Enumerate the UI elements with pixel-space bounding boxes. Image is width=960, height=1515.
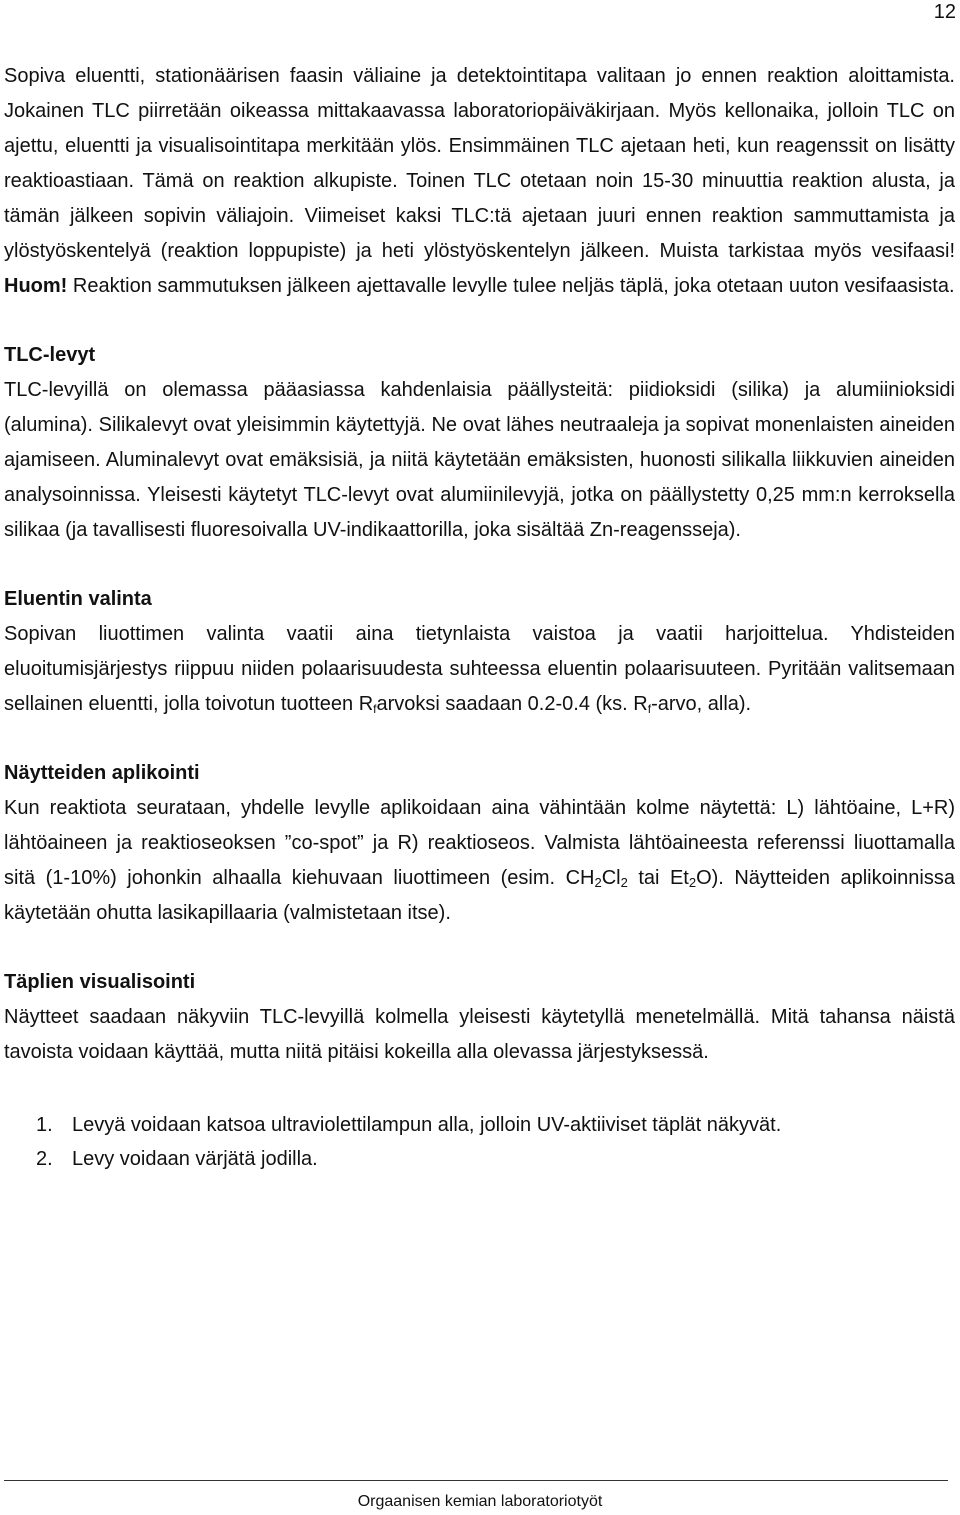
intro-text-1: Sopiva eluentti, stationäärisen faasin väliaine ja detektointitapa valitaan jo ennen reaktion aloittamista. Jokainen TLC piirretään oikeassa mittakaavassa laboratoriopäiväkirjaan. Myös kellonaika, jolloin TLC on ajettu, eluentti ja visualisointitapa merkitään ylös. Ensimmäinen TLC ajetaan heti, kun reagenssit on lisätty reaktioastiaan. Tämä on reaktion alkupiste. Toinen TLC otetaan noin 15-30 minuuttia reaktion alusta, ja tämän jälkeen sopivin väliajoin. Viimeiset kaksi TLC:tä ajetaan juuri ennen reaktion sammuttamista ja ylöstyöskentelyä (reaktion loppupiste) ja heti ylöstyöskentelyn jälkeen. Muista tarkistaa myös vesifaasi! bbox=[4, 65, 955, 262]
document-body bbox=[4, 59, 955, 1176]
application-text-1: Kun reaktiota seurataan, yhdelle levylle aplikoidaan aina vähintään kolme näytettä: L) lähtöaine, L+R) lähtöaineen ja reaktioseoksen ”co-spot” ja R) reaktioseos. Valmista lähtöaineesta referenssi liuottamalla sitä (1-10%) johonkin alhaalla kiehuvaan liuottimeen (esim. CH bbox=[4, 797, 955, 889]
tlc-plates-paragraph: TLC-levyillä on olemassa pääasiassa kahdenlaisia päällysteitä: piidioksidi (silika) ja alumiinioksidi (alumina). Silikalevyt ovat yleisimmin käytettyjä. Ne ovat lähes neutraaleja ja sopivat monenlaisten aineiden ajamiseen. Aluminalevyt ovat emäksisiä, ja niitä käytetään emäksisten, huonosti silikalla liikkuvien aineiden analysoinnissa. Yleisesti käytetyt TLC-levyt ovat alumiinilevyjä, jotka on päällystetty 0,25 mm:n kerroksella silikaa (ja tavallisesti fluoresoivalla UV-indikaattorilla, joka sisältää Zn-reagensseja). bbox=[4, 379, 955, 541]
list-item bbox=[4, 1108, 955, 1142]
visualization-heading: Täplien visualisointi bbox=[4, 971, 196, 993]
eluent-text-1: Sopivan liuottimen valinta vaatii aina tietynlaista vaistoa ja vaatii harjoittelua. Yhdisteiden eluoitumisjärjestys riippuu niiden polaarisuudesta suhteessa eluentin polaarisuuteen. Pyritään valitsemaan sellainen eluentti, jolla toivotun tuotteen R bbox=[4, 623, 955, 715]
footer-divider bbox=[4, 1480, 948, 1481]
page-number: 12 bbox=[933, 1, 956, 23]
footer bbox=[0, 1492, 960, 1512]
intro-paragraph bbox=[4, 59, 955, 304]
rf-subscript-1: f bbox=[373, 702, 377, 716]
eluent-heading: Eluentin valinta bbox=[4, 588, 152, 610]
ch2-subscript: 2 bbox=[594, 875, 602, 890]
cl2-subscript: 2 bbox=[620, 875, 628, 890]
list-item-number: 2. bbox=[36, 1148, 53, 1170]
list-item bbox=[4, 1142, 955, 1176]
application-paragraph bbox=[4, 791, 955, 931]
eluent-text-2: arvoksi saadaan 0.2-0.4 (ks. R bbox=[376, 693, 648, 715]
rf-subscript-2: f bbox=[647, 702, 652, 716]
eluent-text-3: -arvo, alla). bbox=[651, 693, 752, 715]
intro-text-2: Reaktion sammutuksen jälkeen ajettavalle levylle tulee neljäs täplä, joka otetaan uuton vesifaasista. bbox=[67, 275, 955, 297]
application-text-2: Cl bbox=[601, 867, 621, 889]
application-heading: Näytteiden aplikointi bbox=[4, 762, 200, 784]
et2-subscript: 2 bbox=[688, 875, 697, 890]
visualization-paragraph: Näytteet saadaan näkyviin TLC-levyillä kolmella yleisesti käytetyllä menetelmällä. Mitä tahansa näistä tavoista voidaan käyttää, mutta niitä pitäisi kokeilla alla olevassa järjestyksessä. bbox=[4, 1006, 955, 1063]
application-text-3: tai Et bbox=[627, 867, 689, 889]
tlc-plates-heading: TLC-levyt bbox=[4, 344, 96, 366]
list-item-number: 1. bbox=[36, 1114, 53, 1136]
eluent-paragraph bbox=[4, 617, 955, 722]
footer-label: Orgaanisen kemian laboratoriotyöt bbox=[357, 1493, 603, 1510]
list-item-text: Levy voidaan värjätä jodilla. bbox=[72, 1148, 318, 1170]
intro-bold-note: Huom! bbox=[4, 275, 68, 297]
list-item-text: Levyä voidaan katsoa ultraviolettilampun alla, jolloin UV-aktiiviset täplät näkyvät. bbox=[72, 1114, 782, 1136]
application-text-4: O). Näytteiden aplikoinnissa käytetään ohutta lasikapillaaria (valmistetaan itse). bbox=[4, 867, 955, 924]
visualization-method-list bbox=[4, 1108, 955, 1176]
